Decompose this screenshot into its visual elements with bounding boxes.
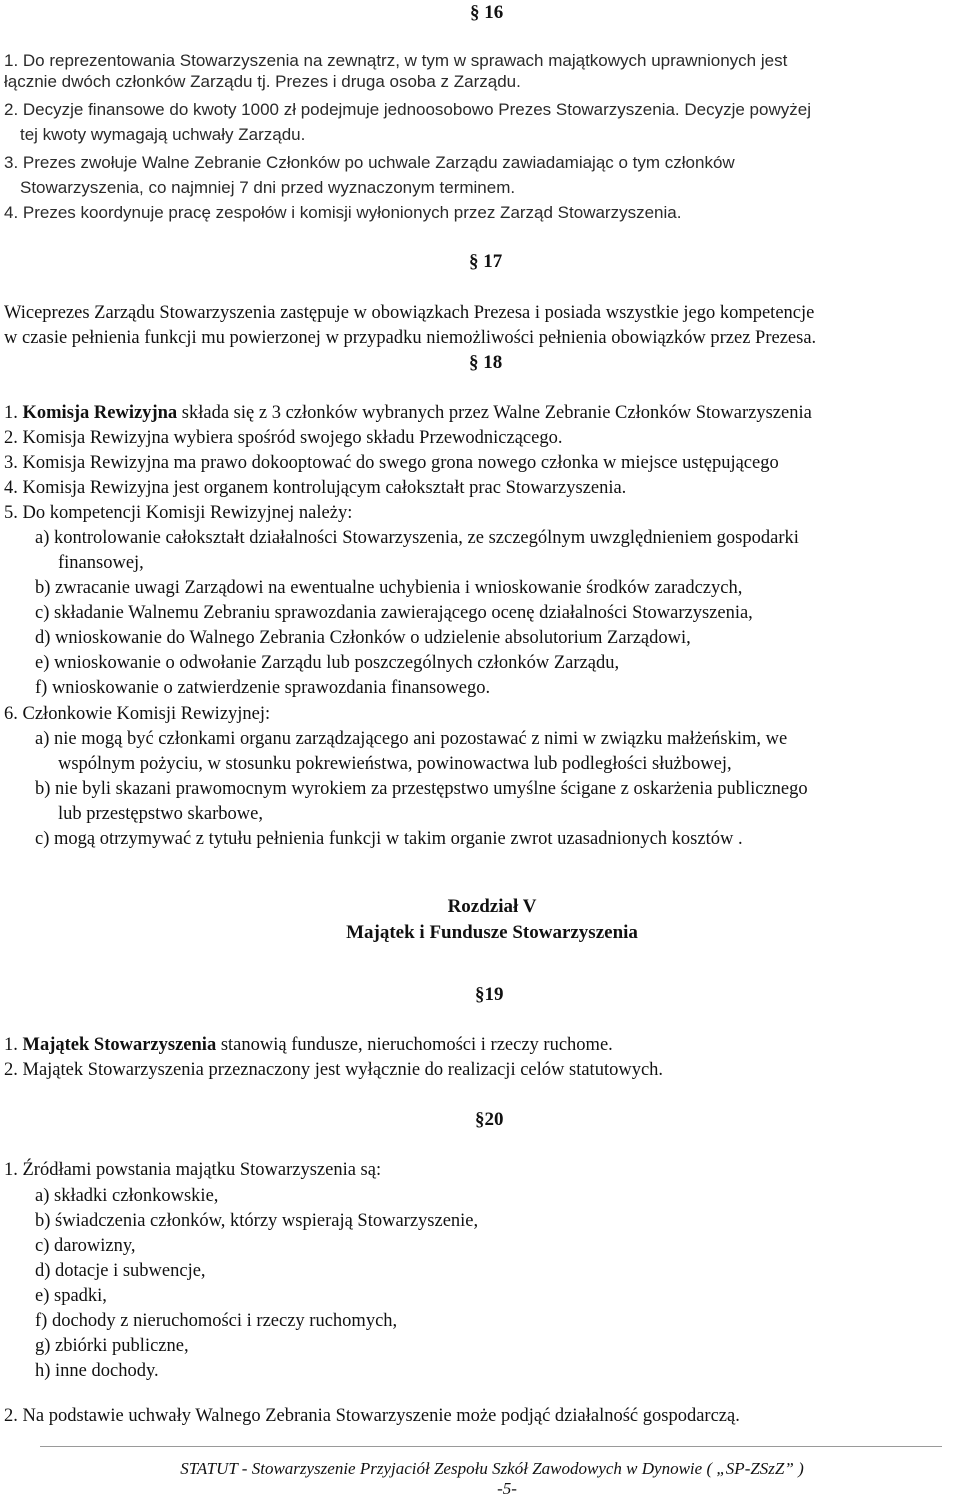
s17-line-2: w czasie pełnienia funkcji mu powierzonej w przypadku niemożliwości pełnienia obowiązków przez Prezesa. — [4, 328, 817, 348]
s18-item-5d: d) wnioskowanie do Walnego Zebrania Członków o udzielenie absolutorium Zarządowi, — [35, 628, 691, 648]
s18-item-3: 3. Komisja Rewizyjna ma prawo dokooptować do swego grona nowego członka w miejsce ustępującego — [4, 453, 779, 473]
chapter-subtitle: Majątek i Fundusze Stowarzyszenia — [346, 922, 638, 943]
s19-item-1-bold: Majątek Stowarzyszenia — [22, 1035, 217, 1055]
s18-item-1-bold: Komisja Rewizyjna — [22, 403, 178, 423]
section-20-heading: §20 — [475, 1109, 504, 1130]
s20-item-2: 2. Na podstawie uchwały Walnego Zebrania Stowarzyszenie może podjąć działalność gospodarczą. — [4, 1406, 740, 1426]
s18-item-1-rest: składa się z 3 członków wybranych przez Walne Zebranie Członków Stowarzyszenia — [177, 403, 812, 423]
s18-item-5: 5. Do kompetencji Komisji Rewizyjnej należy: — [4, 503, 353, 523]
s16-line-7: 4. Prezes koordynuje pracę zespołów i komisji wyłonionych przez Zarząd Stowarzyszenia. — [4, 203, 682, 222]
footer-text: STATUT - Stowarzyszenie Przyjaciół Zespołu Szkół Zawodowych w Dynowie ( „SP-ZSzZ” ) — [180, 1459, 804, 1478]
s18-item-6: 6. Członkowie Komisji Rewizyjnej: — [4, 704, 271, 724]
s17-line-1: Wiceprezes Zarządu Stowarzyszenia zastępuje w obowiązkach Prezesa i posiada wszystkie jego kompetencje — [4, 303, 815, 323]
s16-line-6: Stowarzyszenia, co najmniej 7 dni przed wyznaczonym terminem. — [20, 178, 516, 197]
page-number: -5- — [497, 1479, 517, 1498]
section-18-heading: § 18 — [469, 352, 503, 373]
s18-item-5a-line-2: finansowej, — [58, 553, 144, 573]
s16-line-2: łącznie dwóch członków Zarządu tj. Prezes i druga osoba z Zarządu. — [4, 72, 521, 91]
s18-item-4: 4. Komisja Rewizyjna jest organem kontrolującym całokształt prac Stowarzyszenia. — [4, 478, 627, 498]
s20-source-b: b) świadczenia członków, którzy wspierają Stowarzyszenie, — [35, 1211, 479, 1231]
s20-source-f: f) dochody z nieruchomości i rzeczy ruchomych, — [35, 1311, 398, 1331]
s20-source-d: d) dotacje i subwencje, — [35, 1261, 206, 1281]
s19-item-1-num: 1. — [4, 1035, 18, 1055]
s16-line-4: tej kwoty wymagają uchwały Zarządu. — [20, 125, 306, 144]
s18-item-6c: c) mogą otrzymywać z tytułu pełnienia funkcji w takim organie zwrot uzasadnionych kosztów . — [35, 829, 743, 849]
s18-item-5e: e) wnioskowanie o odwołanie Zarządu lub poszczególnych członków Zarządu, — [35, 653, 620, 673]
s18-item-6a-line-2: wspólnym pożyciu, w stosunku pokrewieństwa, powinowactwa lub podległości służbowej, — [58, 754, 732, 774]
s18-item-1 — [4, 402, 812, 424]
s18-item-5f: f) wnioskowanie o zatwierdzenie sprawozdania finansowego. — [35, 678, 491, 698]
s18-item-6b-line-1: b) nie byli skazani prawomocnym wyrokiem za przestępstwo umyślne ścigane z oskarżenia publicznego — [35, 779, 808, 799]
s18-item-5a-line-1: a) kontrolowanie całokształt działalności Stowarzyszenia, ze szczególnym uwzględnieniem gospodarki — [35, 528, 799, 548]
s19-item-1-rest: stanowią fundusze, nieruchomości i rzeczy ruchome. — [216, 1035, 613, 1055]
s19-item-1 — [4, 1034, 613, 1056]
s18-item-5b: b) zwracanie uwagi Zarządowi na ewentualne uchybienia i wnioskowanie środków zaradczych, — [35, 578, 743, 598]
s18-item-2: 2. Komisja Rewizyjna wybiera spośród swojego składu Przewodniczącego. — [4, 428, 563, 448]
s20-source-c: c) darowizny, — [35, 1236, 136, 1256]
s20-item-1: 1. Źródłami powstania majątku Stowarzyszenia są: — [4, 1160, 382, 1180]
chapter-title: Rozdział V — [447, 896, 537, 917]
s18-item-1-num: 1. — [4, 403, 18, 423]
s20-source-a: a) składki członkowskie, — [35, 1186, 219, 1206]
s19-item-2: 2. Majątek Stowarzyszenia przeznaczony jest wyłącznie do realizacji celów statutowych. — [4, 1060, 664, 1080]
s20-source-e: e) spadki, — [35, 1286, 107, 1306]
s16-line-1: 1. Do reprezentowania Stowarzyszenia na zewnątrz, w tym w sprawach majątkowych uprawnionych jest — [4, 51, 788, 70]
s18-item-6b-line-2: lub przestępstwo skarbowe, — [58, 804, 263, 824]
s18-item-6a-line-1: a) nie mogą być członkami organu zarządzającego ani pozostawać z nimi w związku małżeńskim, we — [35, 729, 788, 749]
s16-line-5: 3. Prezes zwołuje Walne Zebranie Członków po uchwale Zarządu zawiadamiając o tym członków — [4, 153, 735, 172]
footer-divider — [40, 1446, 942, 1447]
s16-line-3: 2. Decyzje finansowe do kwoty 1000 zł podejmuje jednoosobowo Prezes Stowarzyszenia. Decyzje powyżej — [4, 100, 811, 119]
section-17-heading: § 17 — [469, 251, 503, 272]
section-19-heading: §19 — [475, 984, 504, 1005]
s18-item-5c: c) składanie Walnemu Zebraniu sprawozdania zawierającego ocenę działalności Stowarzyszenia, — [35, 603, 753, 623]
section-16-heading: § 16 — [470, 2, 504, 23]
s20-source-h: h) inne dochody. — [35, 1361, 159, 1381]
s20-source-g: g) zbiórki publiczne, — [35, 1336, 189, 1356]
